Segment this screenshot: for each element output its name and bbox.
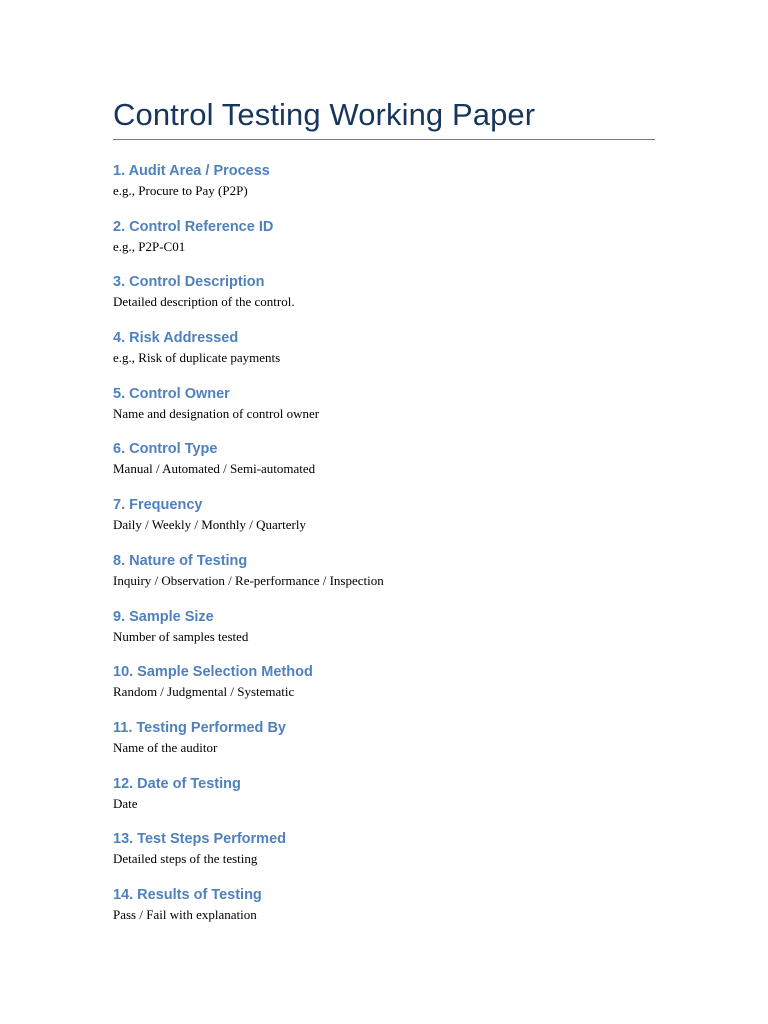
- section-heading: 12. Date of Testing: [113, 775, 241, 792]
- section-test-steps-performed: [113, 829, 655, 885]
- section-results-of-testing: [113, 885, 655, 941]
- section-sample-selection-method: [113, 662, 655, 718]
- section-date-of-testing: [113, 774, 655, 830]
- section-heading: 13. Test Steps Performed: [113, 831, 286, 848]
- document-title: Control Testing Working Paper: [113, 97, 536, 132]
- section-body: Manual / Automated / Semi-automated: [113, 461, 316, 477]
- section-control-owner: [113, 384, 655, 440]
- section-heading: 14. Results of Testing: [113, 886, 262, 903]
- section-body: e.g., P2P-C01: [113, 238, 186, 254]
- section-frequency: [113, 495, 655, 551]
- section-heading: 5. Control Owner: [113, 385, 230, 402]
- section-body: Random / Judgmental / Systematic: [113, 684, 295, 700]
- section-control-type: [113, 439, 655, 495]
- section-sample-size: [113, 607, 655, 663]
- section-heading: 1. Audit Area / Process: [113, 163, 270, 179]
- section-list: [113, 161, 655, 941]
- title-divider: [113, 139, 655, 140]
- section-heading: 3. Control Description: [113, 274, 265, 291]
- section-body: Inquiry / Observation / Re-performance / Inspection: [113, 572, 384, 588]
- section-risk-addressed: [113, 328, 655, 384]
- section-heading: 6. Control Type: [113, 441, 218, 458]
- section-body: Daily / Weekly / Monthly / Quarterly: [113, 517, 306, 533]
- section-heading: 10. Sample Selection Method: [113, 664, 313, 681]
- section-control-description: [113, 272, 655, 328]
- section-body: Detailed steps of the testing: [113, 851, 258, 867]
- section-body: Name of the auditor: [113, 739, 218, 755]
- section-body: Name and designation of control owner: [113, 405, 320, 421]
- section-body: Detailed description of the control.: [113, 294, 295, 310]
- section-heading: 4. Risk Addressed: [113, 330, 239, 347]
- section-body: Pass / Fail with explanation: [113, 906, 257, 922]
- section-heading: 8. Nature of Testing: [113, 552, 248, 569]
- section-body: Date: [113, 795, 138, 811]
- section-testing-performed-by: [113, 718, 655, 774]
- section-body: e.g., Risk of duplicate payments: [113, 350, 281, 366]
- section-audit-area: [113, 161, 655, 217]
- section-nature-of-testing: [113, 551, 655, 607]
- section-control-reference-id: [113, 217, 655, 273]
- section-heading: 11. Testing Performed By: [113, 719, 286, 736]
- section-body: Number of samples tested: [113, 628, 249, 644]
- section-heading: 2. Control Reference ID: [113, 218, 274, 235]
- section-heading: 9. Sample Size: [113, 608, 214, 625]
- section-heading: 7. Frequency: [113, 497, 203, 514]
- document-page: [113, 96, 655, 941]
- section-body: e.g., Procure to Pay (P2P): [113, 183, 248, 198]
